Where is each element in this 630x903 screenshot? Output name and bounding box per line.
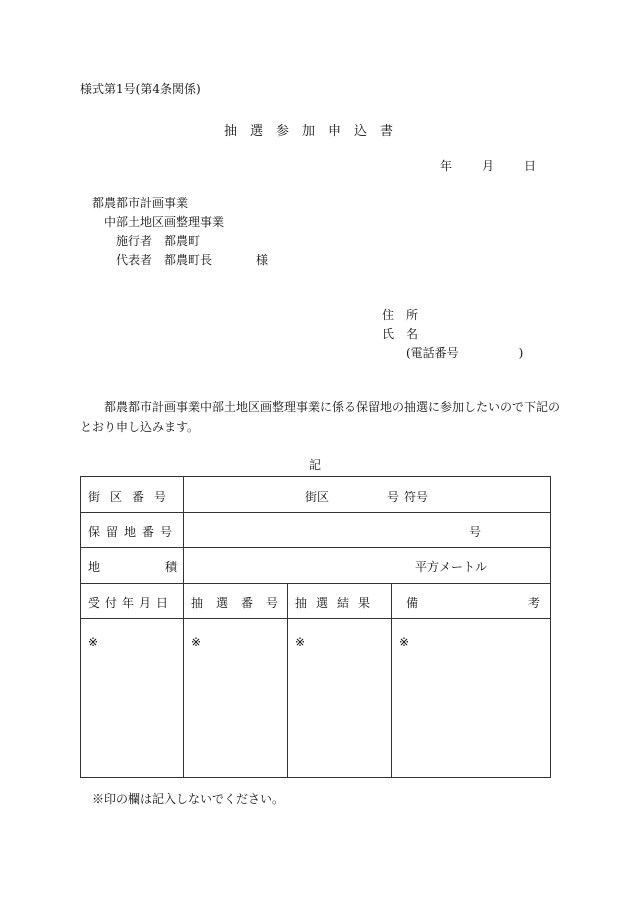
applicant-name-label: 氏 名 — [382, 327, 419, 341]
block-number-block: 街区 — [305, 490, 330, 504]
area-label-a: 地 — [88, 560, 101, 574]
applicant-phone-label: (電話番号 ) — [406, 346, 524, 360]
body-text-line2: とおり申し込みます。 — [80, 420, 200, 434]
remarks-header-b: 考 — [528, 596, 541, 610]
lottery-result-header: 抽選結果 — [295, 596, 380, 610]
addressee-representative-name: 代表者 都農町長 — [116, 253, 213, 267]
office-use-mark: ※ — [295, 635, 306, 649]
date-day: 日 — [524, 159, 537, 173]
area-label-b: 積 — [165, 560, 178, 574]
lottery-number-header: 抽選番号 — [191, 596, 292, 610]
form-number: 様式第1号(第4条関係) — [80, 82, 201, 96]
table-rule — [81, 618, 550, 619]
table-rule — [183, 477, 184, 778]
addressee-honorific: 様 — [256, 253, 269, 267]
table-rule — [81, 583, 550, 584]
block-number-label: 街区番号 — [88, 490, 177, 504]
footnote: ※印の欄は記入しないでください。 — [92, 792, 285, 806]
reserved-lot-label: 保留地番号 — [88, 525, 179, 539]
office-use-mark: ※ — [88, 635, 99, 649]
addressee-operator: 施行者 都農町 — [116, 234, 201, 248]
table-rule — [287, 583, 288, 778]
date-line — [440, 157, 536, 174]
receipt-date-header: 受付年月日 — [88, 596, 174, 610]
addressee-project: 都農都市計画事業 — [92, 196, 189, 210]
date-year: 年 — [440, 159, 453, 173]
applicant-address-label: 住 所 — [382, 308, 419, 322]
block-number-code: 符号 — [404, 490, 429, 504]
table-rule — [81, 512, 550, 513]
block-number-no: 号 — [387, 490, 400, 504]
office-use-mark: ※ — [399, 635, 410, 649]
remarks-header-a: 備 — [406, 596, 419, 610]
office-use-mark: ※ — [191, 635, 202, 649]
ki-heading: 記 — [308, 458, 321, 472]
table-rule — [81, 547, 550, 548]
date-month: 月 — [482, 159, 495, 173]
body-text-line1: 都農都市計画事業中部土地区画整理事業に係る保留地の抽選に参加したいので下記の — [104, 400, 561, 414]
area-unit: 平方メートル — [415, 560, 488, 574]
document-title: 抽選参加申込書 — [223, 124, 406, 139]
reserved-lot-suffix: 号 — [469, 525, 482, 539]
application-table — [80, 476, 551, 778]
table-rule — [391, 583, 392, 778]
addressee-subproject: 中部土地区画整理事業 — [104, 215, 225, 229]
addressee-representative — [116, 251, 268, 268]
